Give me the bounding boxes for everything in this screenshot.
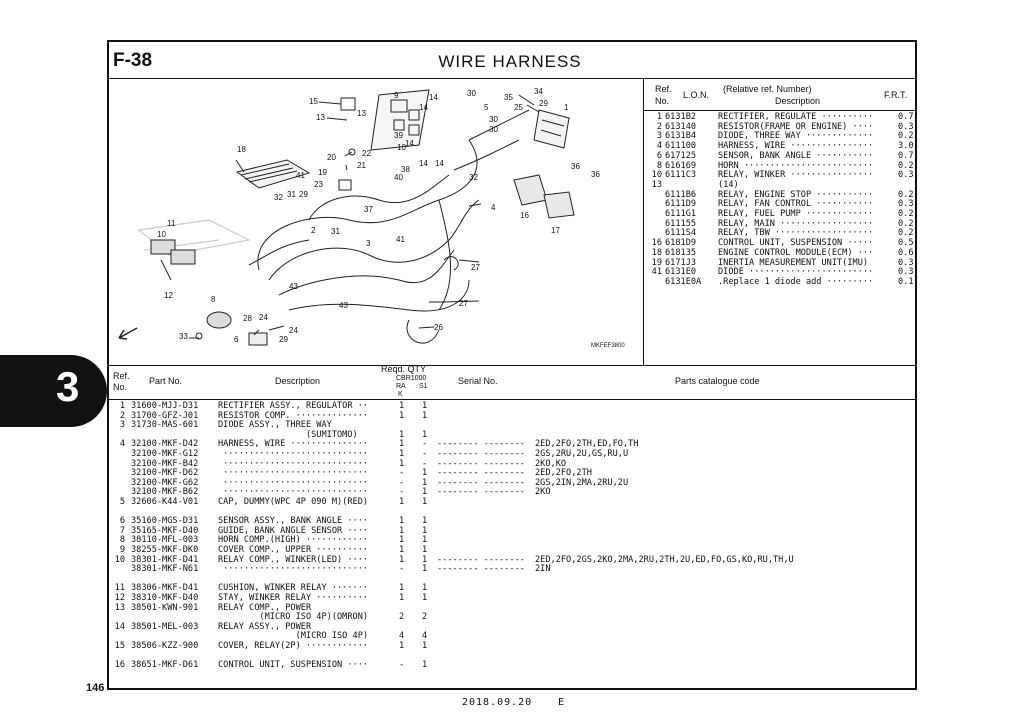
ref-cell-ref: 6 bbox=[656, 150, 662, 161]
svg-text:23: 23 bbox=[314, 180, 323, 189]
ref-cell-frt: 0.3 bbox=[898, 257, 914, 268]
ref-cell-ref: 19 bbox=[651, 257, 662, 268]
svg-text:12: 12 bbox=[164, 291, 173, 300]
ref-cell-lon: 6111B6 bbox=[665, 189, 697, 200]
parts-cell-qty-s1: 1 bbox=[422, 487, 428, 498]
ref-cell-description: RELAY, WINKER ················ bbox=[718, 170, 874, 181]
parts-cell-qty-ra: 1 bbox=[399, 497, 405, 507]
parts-cell-description: ···························· bbox=[218, 564, 369, 575]
ref-cell-description: RESISTOR(FRAME OR ENGINE) ···· bbox=[718, 121, 874, 132]
parts-cell-qty-ra: 1 bbox=[399, 535, 405, 546]
ref-cell-frt: 0.2 bbox=[898, 209, 914, 219]
svg-text:27: 27 bbox=[471, 263, 480, 272]
svg-text:27: 27 bbox=[459, 299, 468, 308]
ref-cell-frt: 0.2 bbox=[898, 218, 914, 229]
svg-text:11: 11 bbox=[167, 219, 176, 228]
svg-text:10: 10 bbox=[157, 230, 166, 239]
svg-text:29: 29 bbox=[299, 190, 308, 199]
ref-cell-description: INERTIA MEASUREMENT UNIT(IMU) bbox=[718, 257, 869, 268]
parts-cell-description: HARNESS, WIRE ··············· bbox=[218, 439, 369, 450]
parts-header-reqd-qty: Reqd. QTY bbox=[381, 364, 427, 374]
parts-cell-part-no: 38506-KZZ-900 bbox=[131, 641, 199, 651]
parts-cell-qty-s1: 1 bbox=[422, 583, 428, 594]
parts-cell-ref: 5 bbox=[119, 497, 125, 507]
svg-text:43: 43 bbox=[289, 282, 298, 291]
parts-cell-ref: 2 bbox=[119, 410, 125, 421]
parts-cell-qty-s1: - bbox=[422, 449, 428, 459]
ref-table-row bbox=[648, 171, 916, 181]
svg-text:37: 37 bbox=[364, 205, 373, 214]
parts-cell-qty-ra: 1 bbox=[399, 554, 405, 565]
svg-text:15: 15 bbox=[309, 97, 318, 106]
svg-text:3: 3 bbox=[366, 239, 371, 248]
parts-cell-part-no: 32100-MKF-G12 bbox=[131, 449, 199, 459]
parts-cell-ref: 10 bbox=[114, 554, 125, 565]
parts-cell-qty-ra: - bbox=[399, 564, 405, 575]
svg-text:30: 30 bbox=[489, 125, 498, 134]
parts-cell-description: SENSOR ASSY., BANK ANGLE ···· bbox=[218, 516, 369, 527]
ref-cell-lon: 616169 bbox=[665, 160, 697, 171]
parts-header-catalogue: Parts catalogue code bbox=[675, 376, 760, 386]
parts-cell-description: HORN COMP.(HIGH) ············ bbox=[218, 535, 369, 546]
parts-cell-description: ···························· bbox=[218, 468, 369, 479]
ref-cell-ref: 2 bbox=[656, 121, 662, 132]
parts-cell-ref: 13 bbox=[114, 602, 125, 613]
parts-cell-qty-s1: 1 bbox=[422, 525, 428, 536]
parts-cell-part-no: 38501-MEL-003 bbox=[131, 621, 199, 632]
title-divider bbox=[107, 78, 917, 79]
ref-cell-frt: 0.1 bbox=[898, 276, 914, 287]
svg-text:14: 14 bbox=[419, 159, 428, 168]
parts-cell-part-no: 31730-MAS-601 bbox=[131, 420, 199, 431]
ref-cell-frt: 0.2 bbox=[898, 131, 914, 142]
parts-cell-description: COVER COMP., UPPER ·········· bbox=[218, 545, 369, 555]
ref-cell-description: RELAY, ENGINE STOP ··········· bbox=[718, 189, 874, 200]
parts-cell-qty-ra: 1 bbox=[399, 449, 405, 459]
parts-cell-ref: 3 bbox=[119, 420, 125, 431]
svg-text:14: 14 bbox=[405, 139, 414, 148]
parts-cell-serial: -------- -------- bbox=[437, 477, 525, 488]
svg-text:14: 14 bbox=[419, 103, 428, 112]
parts-header-col1b: K bbox=[398, 391, 403, 398]
svg-text:31: 31 bbox=[331, 227, 340, 236]
parts-cell-description: ···························· bbox=[218, 487, 369, 498]
ref-cell-frt: 0.3 bbox=[898, 170, 914, 181]
parts-cell-qty-ra: - bbox=[399, 468, 405, 479]
parts-cell-qty-ra: 4 bbox=[399, 631, 405, 642]
parts-cell-qty-s1: 1 bbox=[422, 564, 428, 575]
parts-cell-qty-ra: 1 bbox=[399, 641, 405, 651]
parts-cell-qty-ra: - bbox=[399, 487, 405, 498]
ref-cell-description: DIODE ························ bbox=[718, 267, 874, 278]
parts-cell-ref: 4 bbox=[119, 439, 125, 450]
ref-cell-description: RELAY, TBW ··················· bbox=[718, 228, 874, 239]
parts-cell-qty-ra: 1 bbox=[399, 593, 405, 603]
svg-text:34: 34 bbox=[534, 87, 543, 96]
ref-table-divider bbox=[643, 78, 644, 365]
parts-cell-qty-s1: 1 bbox=[422, 554, 428, 565]
ref-cell-ref: 16 bbox=[651, 238, 662, 249]
parts-cell-qty-s1: - bbox=[422, 439, 428, 450]
parts-header-col1: RA bbox=[396, 383, 406, 390]
ref-cell-ref: 18 bbox=[651, 247, 662, 258]
ref-cell-lon: 6131E0A bbox=[665, 276, 702, 287]
figure-code: MKFEF3800 bbox=[591, 343, 625, 349]
ref-cell-lon: 6111C3 bbox=[665, 170, 697, 181]
svg-text:28: 28 bbox=[243, 314, 252, 323]
page-code: F-38 bbox=[113, 50, 153, 71]
parts-cell-part-no: 32100-MKF-B42 bbox=[131, 458, 199, 469]
svg-text:2: 2 bbox=[311, 226, 316, 235]
page-number: 146 bbox=[86, 682, 105, 694]
parts-cell-qty-ra: - bbox=[399, 477, 405, 488]
parts-cell-ref: 7 bbox=[119, 525, 125, 536]
ref-cell-frt: 0.2 bbox=[898, 189, 914, 200]
svg-text:13: 13 bbox=[357, 109, 366, 118]
relay-box bbox=[371, 90, 429, 150]
ref-cell-frt: 0.2 bbox=[898, 228, 914, 239]
bank-angle-sensor-part bbox=[249, 333, 267, 345]
parts-header-serial: Serial No. bbox=[458, 376, 498, 386]
ref-cell-lon: 6131B4 bbox=[665, 131, 697, 142]
ref-cell-lon: 6131E0 bbox=[665, 267, 697, 278]
parts-cell-serial: -------- -------- bbox=[437, 564, 525, 575]
svg-text:25: 25 bbox=[514, 103, 523, 112]
svg-text:14: 14 bbox=[429, 93, 438, 102]
parts-header-ref: Ref. bbox=[113, 371, 130, 381]
ref-header-lon: L.O.N. bbox=[683, 90, 710, 100]
tie-strap-27a bbox=[444, 257, 458, 270]
ref-cell-ref: 3 bbox=[656, 131, 662, 142]
svg-text:24: 24 bbox=[259, 313, 268, 322]
wire-harness-diagram bbox=[109, 80, 641, 362]
ref-table-row bbox=[648, 278, 916, 288]
svg-text:5: 5 bbox=[484, 103, 489, 112]
parts-cell-part-no: 38301-MKF-D41 bbox=[131, 554, 199, 565]
ref-cell-lon: 618135 bbox=[665, 247, 697, 258]
parts-cell-part-no: 31600-MJJ-D31 bbox=[131, 401, 199, 411]
parts-cell-qty-s1: 1 bbox=[422, 516, 428, 527]
parts-cell-part-no: 32100-MKF-B62 bbox=[131, 487, 199, 498]
parts-cell-qty-ra: 1 bbox=[399, 525, 405, 536]
parts-cell-qty-ra: - bbox=[399, 660, 405, 671]
ref-cell-lon: 617125 bbox=[665, 150, 697, 161]
ref-cell-frt: 0.7 bbox=[898, 150, 914, 161]
parts-cell-qty-ra: 1 bbox=[399, 429, 405, 440]
ref-cell-description: RELAY, FAN CONTROL ··········· bbox=[718, 199, 874, 210]
svg-text:29: 29 bbox=[279, 335, 288, 344]
parts-cell-ref: 12 bbox=[114, 593, 125, 603]
ref-header-frt: F.R.T. bbox=[884, 90, 908, 100]
ref-cell-frt: 0.3 bbox=[898, 121, 914, 132]
svg-text:33: 33 bbox=[179, 332, 188, 341]
ref-header-ref: Ref. bbox=[655, 84, 672, 94]
parts-cell-qty-s1: 1 bbox=[422, 660, 428, 671]
svg-text:18: 18 bbox=[237, 145, 246, 154]
parts-cell-part-no: 31700-GFZ-J01 bbox=[131, 410, 199, 421]
parts-header-no: No. bbox=[113, 382, 128, 392]
svg-text:36: 36 bbox=[571, 162, 580, 171]
parts-cell-part-no: 35160-MGS-D31 bbox=[131, 516, 199, 527]
parts-header-rule bbox=[107, 399, 917, 400]
parts-cell-qty-s1: 2 bbox=[422, 612, 428, 623]
parts-cell-description: CAP, DUMMY(WPC 4P 090 M)(RED) bbox=[218, 497, 369, 507]
svg-text:17: 17 bbox=[551, 226, 560, 235]
parts-cell-ref: 14 bbox=[114, 621, 125, 632]
ref-cell-description: SENSOR, BANK ANGLE ··········· bbox=[718, 150, 874, 161]
parts-cell-qty-ra: 1 bbox=[399, 410, 405, 421]
parts-cell-qty-ra: 1 bbox=[399, 401, 405, 411]
parts-cell-part-no: 38255-MKF-DK0 bbox=[131, 545, 199, 555]
ref-cell-description: DIODE, THREE WAY ············· bbox=[718, 131, 874, 142]
svg-text:4: 4 bbox=[491, 203, 496, 212]
parts-cell-serial: -------- -------- bbox=[437, 449, 525, 459]
ref-header-description: Description bbox=[775, 96, 821, 106]
parts-cell-qty-s1: 1 bbox=[422, 410, 428, 421]
svg-text:41: 41 bbox=[396, 235, 405, 244]
parts-cell-catalogue-codes: 2KO,KO bbox=[535, 458, 567, 469]
parts-header-part-no: Part No. bbox=[149, 376, 183, 386]
svg-text:40: 40 bbox=[394, 173, 403, 182]
svg-text:19: 19 bbox=[318, 168, 327, 177]
parts-cell-part-no: 38501-KWN-901 bbox=[131, 602, 199, 613]
svg-text:20: 20 bbox=[327, 153, 336, 162]
ref-cell-lon: 6111G1 bbox=[665, 209, 697, 219]
ref-cell-description: RECTIFIER, REGULATE ·········· bbox=[718, 112, 874, 122]
ref-cell-ref: 13 bbox=[651, 179, 662, 190]
parts-cell-description: (MICRO ISO 4P)(OMRON) bbox=[218, 612, 369, 623]
svg-text:6: 6 bbox=[234, 335, 239, 344]
parts-cell-description: CONTROL UNIT, SUSPENSION ···· bbox=[218, 660, 369, 671]
parts-cell-description: (MICRO ISO 4P) bbox=[218, 631, 369, 642]
svg-text:21: 21 bbox=[357, 161, 366, 170]
svg-text:36: 36 bbox=[591, 170, 600, 179]
parts-cell-description: CUSHION, WINKER RELAY ······· bbox=[218, 583, 369, 594]
svg-text:38: 38 bbox=[401, 165, 410, 174]
ref-cell-frt: 0.5 bbox=[898, 238, 914, 249]
ref-cell-lon: 611100 bbox=[665, 141, 697, 152]
parts-cell-description: STAY, WINKER RELAY ·········· bbox=[218, 593, 369, 603]
parts-cell-description: DIODE ASSY., THREE WAY bbox=[218, 420, 332, 431]
svg-text:14: 14 bbox=[435, 159, 444, 168]
parts-cell-description: COVER, RELAY(2P) ············ bbox=[218, 641, 369, 651]
ref-header-relative: (Relative ref. Number) bbox=[723, 84, 812, 94]
parts-cell-catalogue-codes: 2IN bbox=[535, 564, 551, 575]
ref-cell-lon: 613140 bbox=[665, 121, 697, 132]
parts-cell-qty-s1: 1 bbox=[422, 429, 428, 440]
ref-cell-frt: 0.6 bbox=[898, 247, 914, 258]
svg-text:10: 10 bbox=[397, 143, 406, 152]
ref-cell-description: RELAY, MAIN ·················· bbox=[718, 218, 874, 229]
table-row bbox=[109, 642, 909, 652]
parts-cell-part-no: 38651-MKF-D61 bbox=[131, 660, 199, 671]
parts-cell-part-no: 38110-MFL-003 bbox=[131, 535, 199, 546]
parts-cell-qty-s1: - bbox=[422, 458, 428, 469]
parts-cell-part-no: 38306-MKF-D41 bbox=[131, 583, 199, 594]
parts-cell-part-no: 38301-MKF-N61 bbox=[131, 564, 199, 575]
footer-code: E bbox=[558, 697, 565, 708]
svg-text:32: 32 bbox=[274, 193, 283, 202]
parts-cell-description: ···························· bbox=[218, 458, 369, 469]
parts-cell-qty-ra: 1 bbox=[399, 458, 405, 469]
svg-text:30: 30 bbox=[489, 115, 498, 124]
svg-text:9: 9 bbox=[394, 91, 399, 100]
parts-cell-qty-ra: 1 bbox=[399, 545, 405, 555]
parts-cell-catalogue-codes: 2GS,2RU,2U,GS,RU,U bbox=[535, 449, 629, 459]
parts-header-model: CBR1000 bbox=[396, 375, 427, 382]
ref-cell-description: HARNESS, WIRE ················ bbox=[718, 141, 874, 152]
chapter-tab bbox=[0, 355, 107, 427]
table-row bbox=[109, 661, 909, 671]
ref-cell-description: RELAY, FUEL PUMP ············· bbox=[718, 209, 874, 219]
parts-cell-serial: -------- -------- bbox=[437, 439, 525, 450]
parts-cell-part-no: 32100-MKF-D42 bbox=[131, 439, 199, 450]
svg-text:13: 13 bbox=[316, 113, 325, 122]
parts-cell-qty-s1: 1 bbox=[422, 401, 428, 411]
page-title: WIRE HARNESS bbox=[438, 52, 582, 71]
parts-cell-qty-ra: 1 bbox=[399, 516, 405, 527]
parts-cell-ref: 8 bbox=[119, 535, 125, 546]
relay-cover-part bbox=[341, 98, 355, 110]
ref-header-no: No. bbox=[655, 96, 670, 106]
ref-cell-frt: 0.2 bbox=[898, 160, 914, 171]
ref-cell-description: ENGINE CONTROL MODULE(ECM) ··· bbox=[718, 247, 874, 258]
parts-cell-catalogue-codes: 2ED,2FO,2GS,2KO,2MA,2RU,2TH,2U,ED,FO,GS,KO,RU,TH,U bbox=[535, 554, 794, 565]
ref-cell-lon: 6111D9 bbox=[665, 199, 697, 210]
ref-cell-frt: 3.0 bbox=[898, 141, 914, 152]
parts-cell-qty-s1: 1 bbox=[422, 468, 428, 479]
parts-cell-qty-s1: 1 bbox=[422, 641, 428, 651]
parts-cell-qty-ra: 1 bbox=[399, 439, 405, 450]
svg-text:39: 39 bbox=[394, 131, 403, 140]
svg-text:30: 30 bbox=[467, 89, 476, 98]
parts-cell-ref: 15 bbox=[114, 641, 125, 651]
svg-text:35: 35 bbox=[504, 93, 513, 102]
parts-cell-serial: -------- -------- bbox=[437, 468, 525, 479]
parts-cell-serial: -------- -------- bbox=[437, 458, 525, 469]
parts-cell-catalogue-codes: 2ED,2FO,2TH,ED,FO,TH bbox=[535, 439, 639, 450]
parts-cell-part-no: 38310-MKF-D40 bbox=[131, 593, 199, 603]
table-row bbox=[109, 498, 909, 508]
horn-part bbox=[207, 312, 231, 328]
parts-cell-description: RELAY COMP., POWER bbox=[218, 602, 312, 613]
svg-text:1: 1 bbox=[564, 103, 569, 112]
svg-text:26: 26 bbox=[434, 323, 443, 332]
ref-header-rule bbox=[643, 110, 917, 111]
ref-cell-ref: 8 bbox=[656, 160, 662, 171]
ref-cell-frt: 0.7 bbox=[898, 112, 914, 122]
ref-cell-ref: 4 bbox=[656, 141, 662, 152]
parts-cell-description: GUIDE, BANK ANGLE SENSOR ···· bbox=[218, 525, 369, 536]
ref-cell-description: (14) bbox=[718, 179, 739, 190]
parts-cell-part-no: 32100-MKF-G62 bbox=[131, 477, 199, 488]
parts-cell-qty-s1: 1 bbox=[422, 545, 428, 555]
parts-cell-description: RECTIFIER ASSY., REGULATOR ·· bbox=[218, 401, 369, 411]
svg-text:43: 43 bbox=[339, 301, 348, 310]
parts-cell-qty-ra: 2 bbox=[399, 612, 405, 623]
parts-cell-catalogue-codes: 2KO bbox=[535, 487, 551, 498]
svg-text:32: 32 bbox=[469, 173, 478, 182]
chapter-tab-number: 3 bbox=[56, 363, 80, 410]
parts-cell-description: RELAY COMP., WINKER(LED) ···· bbox=[218, 554, 369, 565]
imu-part bbox=[339, 180, 351, 190]
parts-cell-ref: 6 bbox=[119, 516, 125, 527]
ref-cell-ref: 41 bbox=[651, 267, 662, 278]
svg-text:24: 24 bbox=[289, 326, 298, 335]
svg-text:8: 8 bbox=[211, 295, 216, 304]
ref-cell-frt: 0.3 bbox=[898, 199, 914, 210]
parts-cell-description: RELAY ASSY., POWER bbox=[218, 621, 312, 632]
parts-cell-ref: 9 bbox=[119, 545, 125, 555]
parts-cell-serial: -------- -------- bbox=[437, 554, 525, 565]
ref-cell-ref: 1 bbox=[656, 112, 662, 122]
ref-cell-description: .Replace 1 diode add ········· bbox=[718, 276, 874, 287]
parts-cell-catalogue-codes: 2GS,2IN,2MA,2RU,2U bbox=[535, 477, 629, 488]
parts-cell-description: ···························· bbox=[218, 449, 369, 459]
rectifier-part bbox=[534, 110, 569, 148]
parts-cell-qty-s1: 1 bbox=[422, 593, 428, 603]
parts-cell-qty-s1: 4 bbox=[422, 631, 428, 642]
svg-text:31: 31 bbox=[287, 190, 296, 199]
parts-cell-description: RESISTOR COMP. ·············· bbox=[218, 410, 369, 421]
parts-header-description: Description bbox=[275, 376, 321, 386]
parts-cell-description: (SUMITOMO) bbox=[218, 429, 358, 440]
parts-cell-ref: 16 bbox=[114, 660, 125, 671]
ref-cell-lon: 6171J3 bbox=[665, 257, 697, 268]
parts-cell-qty-s1: 1 bbox=[422, 535, 428, 546]
section-divider bbox=[107, 365, 917, 366]
parts-cell-qty-s1: 1 bbox=[422, 477, 428, 488]
ref-cell-lon: 611155 bbox=[665, 218, 697, 229]
parts-cell-part-no: 32100-MKF-D62 bbox=[131, 468, 199, 479]
parts-cell-part-no: 35165-MKF-D40 bbox=[131, 525, 199, 536]
parts-cell-ref: 1 bbox=[119, 401, 125, 411]
parts-cell-ref: 11 bbox=[114, 583, 125, 594]
svg-text:16: 16 bbox=[520, 211, 529, 220]
parts-cell-qty-ra: 1 bbox=[399, 583, 405, 594]
table-row bbox=[109, 565, 909, 575]
svg-text:29: 29 bbox=[539, 99, 548, 108]
parts-cell-part-no: 32606-K44-V01 bbox=[131, 497, 199, 507]
ref-cell-lon: 6131B2 bbox=[665, 112, 697, 122]
svg-text:22: 22 bbox=[362, 149, 371, 158]
ref-cell-lon: 6181D9 bbox=[665, 238, 697, 249]
parts-cell-catalogue-codes: 2ED,2FO,2TH bbox=[535, 468, 592, 479]
footer-date: 2018.09.20 bbox=[462, 697, 533, 708]
ref-cell-description: CONTROL UNIT, SUSPENSION ····· bbox=[718, 238, 874, 249]
winker-relay-part bbox=[151, 240, 195, 280]
ref-cell-lon: 6111S4 bbox=[665, 228, 697, 239]
ref-cell-ref: 10 bbox=[651, 170, 662, 181]
parts-header-col2: S1 bbox=[419, 383, 428, 390]
ref-cell-frt: 0.3 bbox=[898, 267, 914, 278]
parts-cell-description: ···························· bbox=[218, 477, 369, 488]
svg-text:41: 41 bbox=[296, 171, 305, 180]
parts-cell-serial: -------- -------- bbox=[437, 487, 525, 498]
ref-cell-description: HORN ························· bbox=[718, 160, 874, 171]
parts-cell-qty-s1: 1 bbox=[422, 497, 428, 507]
